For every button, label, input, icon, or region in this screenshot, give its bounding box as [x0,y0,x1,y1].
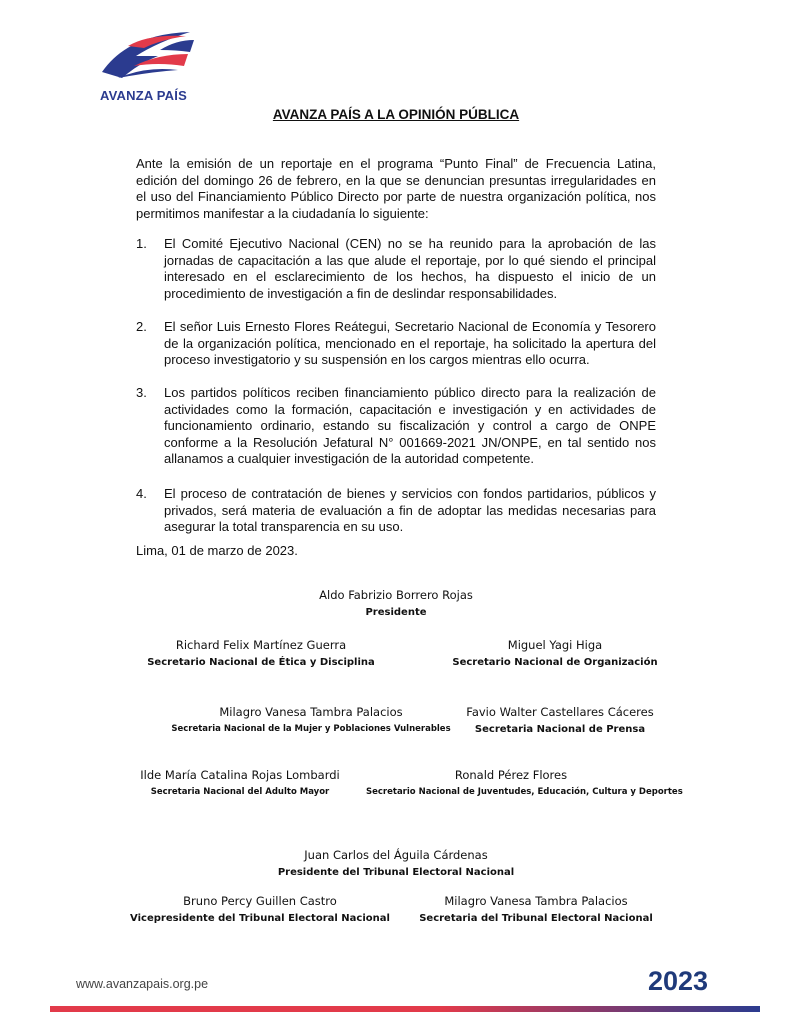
signatory-role: Secretario Nacional de Ética y Disciplina [147,657,375,668]
signatory-role: Vicepresidente del Tribunal Electoral Nacional [130,913,390,924]
signatory-role: Secretaria Nacional de la Mujer y Poblaciones Vulnerables [171,724,451,734]
list-item-number: 1. [136,236,147,251]
signatory-name: Juan Carlos del Águila Cárdenas [304,848,488,862]
signature-block [120,768,360,797]
footer-color-bar [50,1006,760,1012]
list-item [136,319,656,369]
list-item-text: El proceso de contratación de bienes y servicios con fondos partidarios, públicos y privados, será materia de evaluación a fin de adoptar las medidas necesarias para asegurar la total transparencia en su uso. [164,486,656,534]
signatory-role: Secretaria del Tribunal Electoral Nacional [419,913,653,924]
list-item-text: El Comité Ejecutivo Nacional (CEN) no se ha reunido para la aprobación de las jornadas de capacitación a las que alude el reportaje, por lo qué siendo el principal interesado en el esclarecimiento de los hechos, ha dispuesto el inicio de un procedimiento de investigación a fin de deslindar responsabilidades. [164,236,656,301]
signature-block [126,638,396,668]
signatory-name: Ronald Pérez Flores [454,768,568,782]
signatory-role: Presidente [365,607,427,618]
avanza-pais-logo [98,26,208,106]
logo-emblem-icon [98,26,198,86]
document-date: Lima, 01 de marzo de 2023. [136,543,298,558]
signature-block [440,705,680,735]
signatory-role: Secretario Nacional de Organización [452,657,658,668]
signatory-name: Aldo Fabrizio Borrero Rojas [319,588,473,602]
list-item-number: 3. [136,385,147,400]
signatory-name: Ilde María Catalina Rojas Lombardi [140,768,340,782]
list-item [136,385,656,468]
signatory-role: Secretario Nacional de Juventudes, Educación, Cultura y Deportes [366,787,683,797]
footer-website-link[interactable]: www.avanzapais.org.pe [76,977,209,991]
signatory-name: Favio Walter Castellares Cáceres [466,705,654,719]
list-item [136,236,656,302]
signature-block [406,894,666,924]
logo-brand-text: AVANZA PAÍS [100,88,187,103]
signatory-name: Richard Felix Martínez Guerra [175,638,347,652]
list-item-number: 2. [136,319,147,334]
signature-block [276,848,516,878]
signature-block [130,894,390,924]
signatory-role: Presidente del Tribunal Electoral Nacional [277,867,515,878]
list-item-text: El señor Luis Ernesto Flores Reátegui, Secretario Nacional de Economía y Tesorero de la organización política, mencionado en el reportaje, ha solicitado la apertura del proceso investigatorio y su suspensión en los cargos mientras ello ocurra. [164,319,656,367]
list-item-text: Los partidos políticos reciben financiamiento público directo para la realización de actividades como la formación, capacitación e investigación y en actividades de funcionamiento ordinario, estando su fiscalización y control a cargo de ONPE conforme a la Resolución Jefatural N° 001669-2021 JN/ONPE, en tal sentido nos allanamos a cualquier investigación de la autoridad competente. [164,385,656,466]
signature-block [430,638,680,668]
list-item-number: 4. [136,486,147,501]
signatory-role: Secretaria Nacional del Adulto Mayor [150,787,330,797]
document-title: AVANZA PAÍS A LA OPINIÓN PÚBLICA [272,107,520,122]
signatory-role: Secretaria Nacional de Prensa [474,724,646,735]
intro-paragraph: Ante la emisión de un reportaje en el programa “Punto Final” de Frecuencia Latina, edición del domingo 26 de febrero, en la que se denuncian presuntas irregularidades en el uso del Financiamiento Público Directo por parte de nuestra organización política, nos permitimos manifestar a la ciudadanía lo siguiente: [136,156,656,221]
footer-year: 2023 [648,966,709,996]
signatory-name: Milagro Vanesa Tambra Palacios [219,705,403,719]
signature-block [366,768,683,797]
signatory-name: Bruno Percy Guillen Castro [183,894,337,908]
signature-block-president [296,588,496,618]
list-item [136,486,656,536]
signatory-name: Miguel Yagi Higa [507,638,603,652]
signatory-name: Milagro Vanesa Tambra Palacios [444,894,628,908]
